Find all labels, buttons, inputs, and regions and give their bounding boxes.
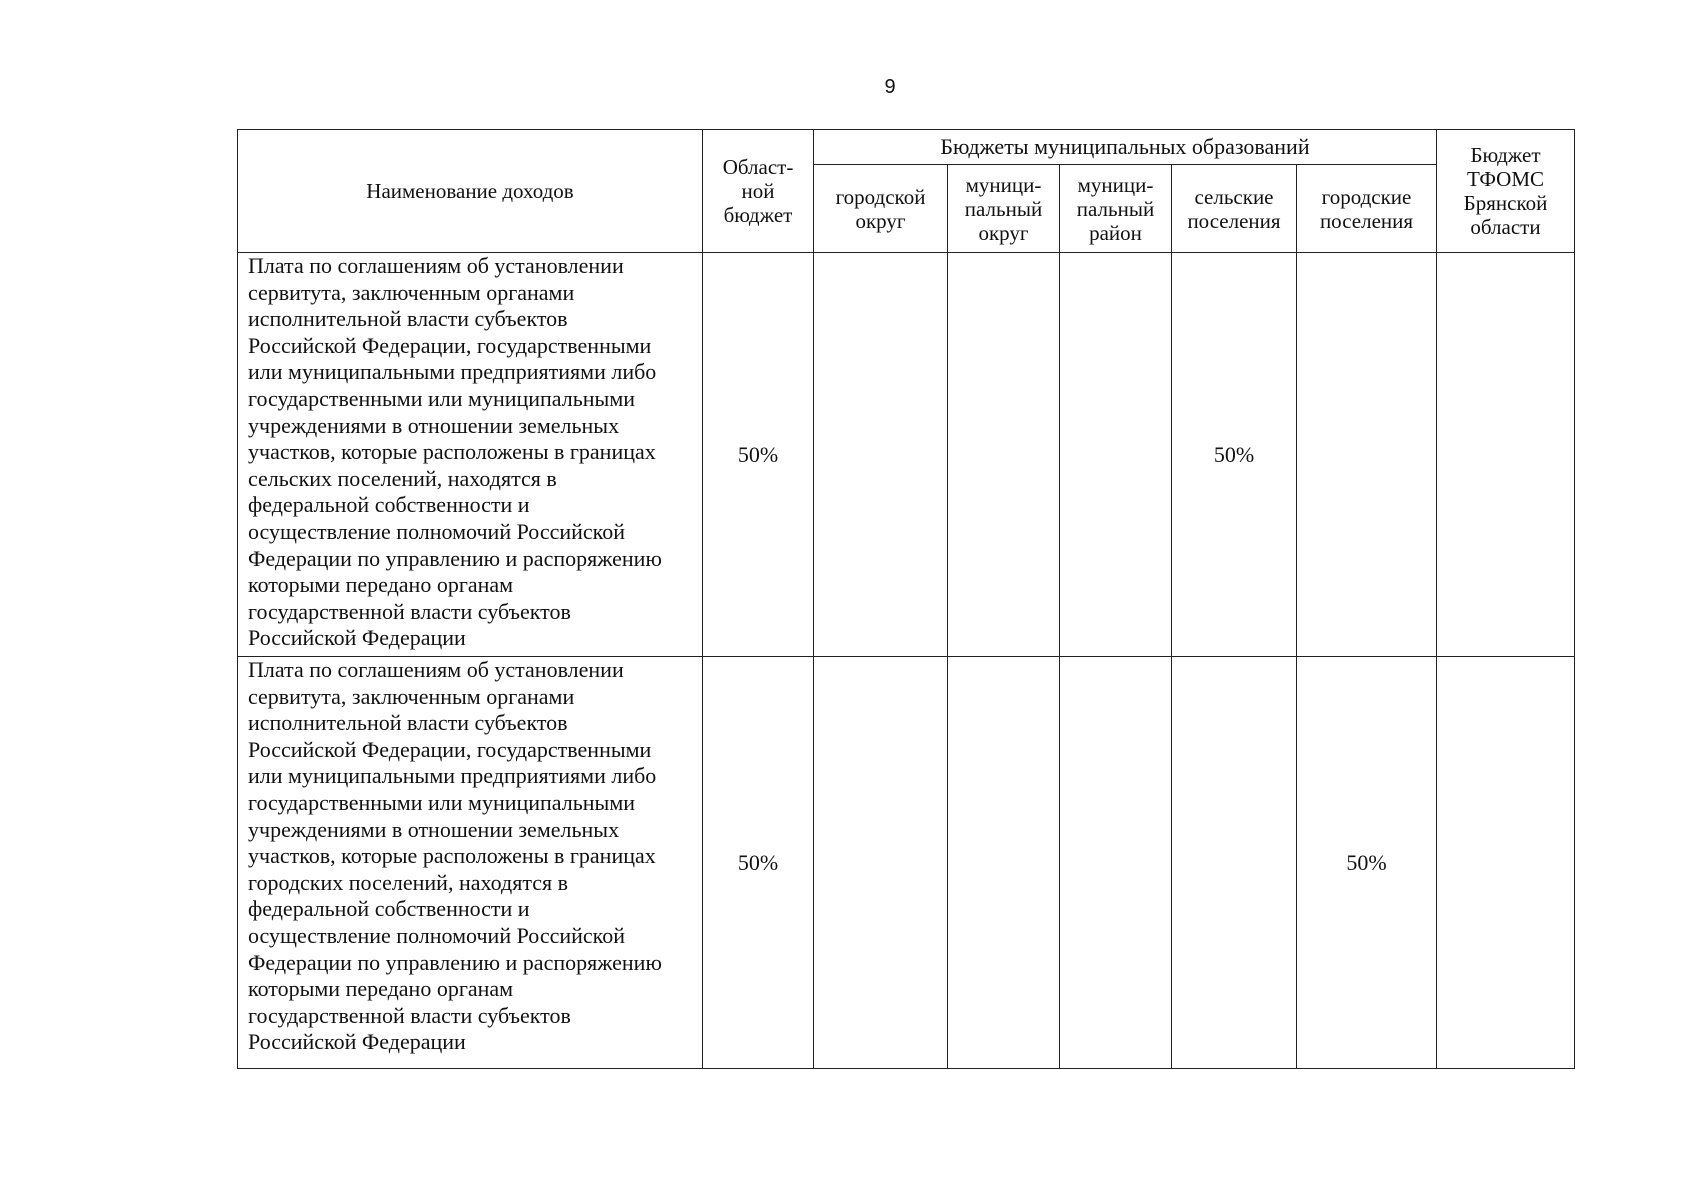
municipal-rayon-cell [1060, 253, 1172, 657]
regional-budget-cell: 50% [703, 657, 814, 1069]
tfoms-cell [1437, 657, 1575, 1069]
tfoms-cell [1437, 253, 1575, 657]
regional-budget-cell: 50% [703, 253, 814, 657]
table-row [238, 657, 1575, 1069]
header-city-district: городской округ [814, 165, 948, 253]
header-urban-settlements: городские поселения [1297, 165, 1437, 253]
city-district-cell [814, 253, 948, 657]
rural-settlements-cell: 50% [1172, 253, 1297, 657]
header-municipal-budgets: Бюджеты муниципальных образований [814, 130, 1437, 165]
income-name-cell: Плата по соглашениям об установлении сервитута, заключенным органами исполнительной власти субъектов Российской Федерации, государственными или муниципальными предприятиями либо государственными или муниципальными учреждениями в отношении земельных участков, которые расположены в границах сельских поселений, находятся в федеральной собственности и осуществление полномочий Российской Федерации по управлению и распоряжению которыми передано органам государственной власти субъектов Российской Федерации [238, 253, 703, 657]
header-income-name: Наименование доходов [238, 130, 703, 253]
rural-settlements-cell [1172, 657, 1297, 1069]
urban-settlements-cell [1297, 253, 1437, 657]
header-municipal-okrug: муници- пальный округ [948, 165, 1060, 253]
municipal-okrug-cell [948, 657, 1060, 1069]
header-tfoms-budget: Бюджет ТФОМС Брянской области [1437, 130, 1575, 253]
header-regional-budget: Област- ной бюджет [703, 130, 814, 253]
header-municipal-rayon: муници- пальный район [1060, 165, 1172, 253]
urban-settlements-cell: 50% [1297, 657, 1437, 1069]
municipal-okrug-cell [948, 253, 1060, 657]
municipal-rayon-cell [1060, 657, 1172, 1069]
header-row-1 [238, 130, 1575, 165]
table-row [238, 253, 1575, 657]
header-rural-settlements: сельские поселения [1172, 165, 1297, 253]
page-number: 9 [884, 76, 896, 98]
city-district-cell [814, 657, 948, 1069]
income-name-cell: Плата по соглашениям об установлении сервитута, заключенным органами исполнительной власти субъектов Российской Федерации, государственными или муниципальными предприятиями либо государственными или муниципальными учреждениями в отношении земельных участков, которые расположены в границах городских поселений, находятся в федеральной собственности и осуществление полномочий Российской Федерации по управлению и распоряжению которыми передано органам государственной власти субъектов Российской Федерации [238, 657, 703, 1069]
income-distribution-table [237, 129, 1575, 1069]
